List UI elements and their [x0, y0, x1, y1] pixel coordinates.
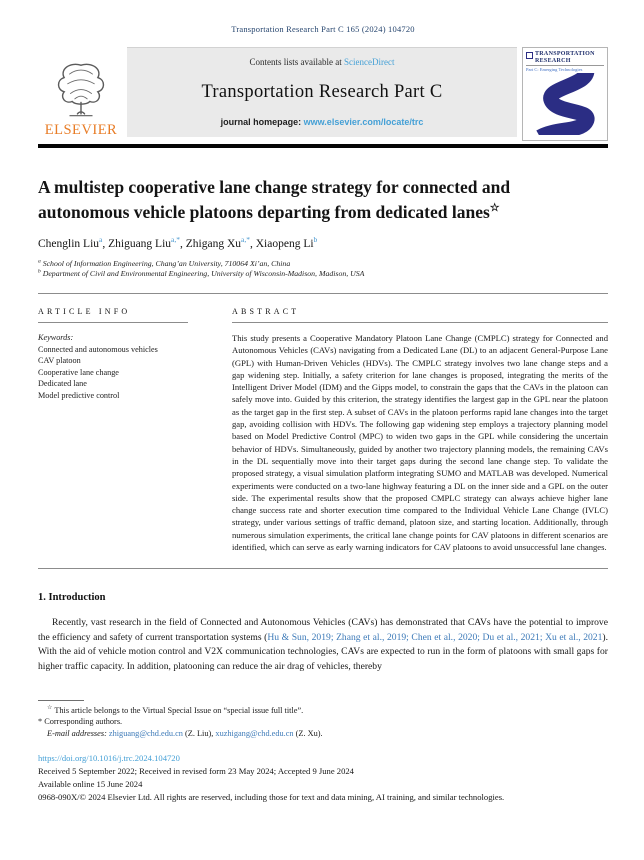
abstract-rule [232, 322, 608, 323]
affiliations [38, 259, 608, 278]
author-affil-sup[interactable]: a,* [171, 235, 180, 245]
abstract-text: This study presents a Cooperative Mandatory Platoon Lane Change (CMPLC) strategy for Connected and Autonomous Vehicles (CAVs) navigating from a Dedicated Lane (DL) to an adjacent General-Purpose Lane (GPL) with Human-Driven Vehicles (HDVs). The CMPLC strategy involves two lane change steps and a gap widening step. Initially, a safety criterion for lane changes is proposed, integrating the merits of the Intelligent Driver Model (IDM) and the Gipps model, to constrain the gaps that the CAVs in the platoon can safely move into. Guided by this criterion, the strategy identifies the largest gap in the GPL near the platoon as the target gap in the first step. A subset of CAVs in the platoon performs rapid lane changes into the target gap, avoiding collision with HDVs. The following gap widening step employs a trajectory planning model based on Model Predictive Control (MPC) to widen two gaps in the GPL while considering the uncertain behavior of HDVs. Simultaneously, guided by another two trajectory planning models, the remaining CAVs in the DL sequentially move into their target gaps during the second lane change step. To validate the proposed strategy, a visual simulation platform integrating SUMO and MATLAB was developed. Numerical experiments were conducted on a two-lane highway featuring a DL on the inner side and a GPL on the outer side. The experimental results show that the proposed CMPLC strategy can always achieve higher lane change success rate and shorter execution time compared to the Individual Vehicle Lane Change (IVLC) strategy, under various settings of traffic demand, platoon size, and starting location. Additionally, through numerous simulation experiments, the critical lane change points for CAV platoons in different scenarios are identified, which can serve as early warning indicators for CAV platoons to avoid unsuccessful lane changes. [232, 333, 608, 553]
author-affil-sup[interactable]: a,* [241, 235, 250, 245]
author-name: Zhigang Xu [185, 238, 242, 250]
introduction-paragraph: Recently, vast research in the field of Connected and Autonomous Vehicles (CAVs) has demonstrated that CAVs have the potential to improve the efficiency and safety of current transportation systems (Hu & Sun, 2019; Zhang et al., 2019; Chen et al., 2020; Du et al., 2021; Xu et al., 2021). With the aid of vehicle motion control and V2X communication technologies, CAVs are expected to run in the form of platoons with small gaps for higher traffic capacity. In addition, platooning can reduce the air drag of vehicles, thereby [38, 617, 608, 672]
author-affil-sup[interactable]: b [313, 235, 318, 245]
email-link[interactable]: xuzhigang@chd.edu.cn [215, 728, 294, 738]
article-info-heading: ARTICLE INFO [38, 307, 131, 316]
special-issue-footnote: ☆ This article belongs to the Virtual Special Issue on “special issue full title”. [47, 705, 304, 715]
cover-subtitle: Part C: Emerging Technologies [526, 65, 604, 72]
doi-link[interactable]: https://doi.org/10.1016/j.trc.2024.104720 [38, 752, 180, 763]
journal-banner [127, 47, 517, 137]
received-history: Received 5 September 2022; Received in revised form 23 May 2024; Accepted 9 June 2024 [38, 765, 354, 776]
journal-cover-column [520, 47, 608, 141]
running-head: Transportation Research Part C 165 (2024) 104720 [231, 24, 415, 34]
footnote-rule [38, 700, 84, 701]
elsevier-logo [38, 47, 124, 141]
affiliation-line: $^b$ Department of Civil and Environmental Engineering, University of Wisconsin-Madison, Madison, USA [38, 267, 365, 278]
keyword-item: Dedicated lane [38, 379, 87, 388]
publication-info [38, 752, 608, 804]
cover-road-graphic [526, 73, 604, 135]
footnote-block [38, 700, 608, 739]
affiliation-line: $^a$ School of Information Engineering, Chang’an University, 710064 Xi’an, China [38, 258, 291, 268]
elsevier-wordmark: ELSEVIER [44, 122, 118, 138]
article-info-rule [38, 322, 188, 323]
abstract-bottom-divider [38, 568, 608, 569]
keyword-item: Connected and autonomous vehicles [38, 344, 158, 354]
introduction-heading: 1. Introduction [38, 592, 106, 604]
cover-title: TRANSPORTATION RESEARCH [535, 51, 595, 64]
journal-header [38, 47, 608, 141]
keyword-item: Model predictive control [38, 390, 120, 400]
cover-mini-logo-icon [526, 52, 533, 59]
author-name: Zhiguang Liu [108, 238, 172, 250]
title-star-mark: ☆ [489, 202, 500, 215]
copyright-line: 0968-090X/© 2024 Elsevier Ltd. All rights are reserved, including those for text and data mining, AI training, and similar technologies. [38, 791, 505, 802]
sciencedirect-link[interactable]: ScienceDirect [344, 57, 395, 67]
email-link[interactable]: zhiguang@chd.edu.cn [108, 728, 183, 738]
article-title: A multistep cooperative lane change strategy for connected and autonomous vehicle platoons departing from dedicated lanes☆ [38, 177, 511, 222]
available-online: Available online 15 June 2024 [38, 778, 143, 789]
citation-links[interactable]: Hu & Sun, 2019; Zhang et al., 2019; Chen et al., 2020; Du et al., 2021; Xu et al., 2021 [267, 631, 603, 643]
journal-homepage-line: journal homepage: www.elsevier.com/locate/trc [220, 117, 424, 127]
contents-line: Contents lists available at ScienceDirect [249, 57, 395, 67]
journal-homepage-link[interactable]: www.elsevier.com/locate/trc [303, 117, 424, 127]
keyword-item: CAV platoon [38, 356, 81, 365]
header-divider-bar [38, 144, 608, 148]
abstract-column [232, 307, 608, 553]
author-name: Chenglin Liu [38, 238, 100, 250]
keywords-label: Keywords: [38, 333, 74, 342]
section-divider [38, 293, 608, 294]
authors-line: Chenglin Liu$^a$, Zhiguang Liu$^{a,*}$, Zhigang $Xu^{a,*}$, Xiaopeng Li$^b$ [38, 235, 318, 250]
abstract-heading: ABSTRACT [232, 307, 300, 316]
corresponding-authors-footnote: * Corresponding authors. [38, 717, 123, 727]
article-info-column [38, 307, 188, 553]
author-name: Xiaopeng Li [255, 238, 314, 250]
elsevier-tree-icon [50, 59, 112, 121]
keyword-item: Cooperative lane change [38, 367, 119, 377]
info-abstract-section [38, 307, 608, 553]
journal-title: Transportation Research Part C [201, 81, 443, 102]
email-addresses-line: E-mail addresses: zhiguang@chd.edu.cn (Z. Liu), xuzhigang@chd.edu.cn (Z. Xu). [47, 728, 323, 738]
author-affil-sup[interactable]: a [99, 235, 103, 245]
journal-cover-thumbnail [522, 47, 608, 141]
